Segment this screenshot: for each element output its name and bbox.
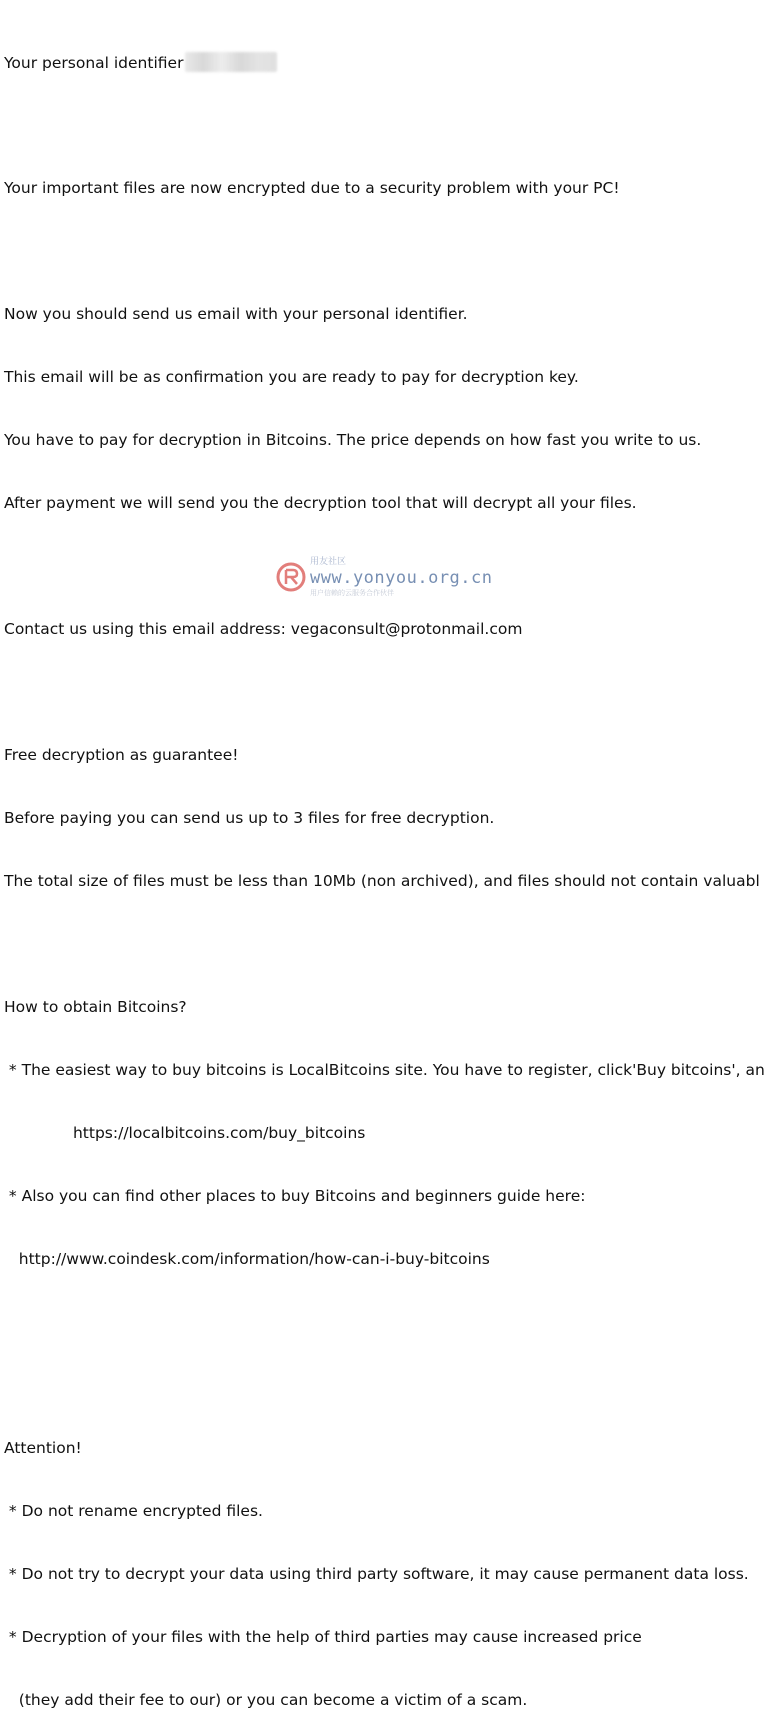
attention-item: * Do not rename encrypted files. xyxy=(4,1502,263,1520)
contact-line: Contact us using this email address: vegaconsult@protonmail.com xyxy=(4,620,523,638)
bitcoin-heading: How to obtain Bitcoins? xyxy=(4,998,187,1016)
attention-item: * Decryption of your files with the help of third parties may cause increased price xyxy=(4,1628,642,1646)
redacted-identifier xyxy=(185,52,277,72)
instruction-line: After payment we will send you the decryption tool that will decrypt all your files. xyxy=(4,494,637,512)
free-decryption-line: The total size of files must be less than 10Mb (non archived), and files should not contain valuabl xyxy=(4,872,760,890)
attention-heading: Attention! xyxy=(4,1439,82,1457)
yonyou-logo-icon xyxy=(276,562,306,592)
bitcoin-line: * Also you can find other places to buy Bitcoins and beginners guide here: xyxy=(4,1187,586,1205)
attention-item: (they add their fee to our) or you can become a victim of a scam. xyxy=(4,1691,528,1709)
ransom-note-text xyxy=(4,10,765,1732)
identifier-line xyxy=(4,52,759,73)
free-decryption-line: Before paying you can send us up to 3 files for free decryption. xyxy=(4,809,495,827)
watermark-subtext: 用户信赖的云服务合作伙伴 xyxy=(310,589,394,597)
instruction-line: Now you should send us email with your personal identifier. xyxy=(4,305,468,323)
bitcoin-url: https://localbitcoins.com/buy_bitcoins xyxy=(4,1124,366,1142)
encrypted-notice: Your important files are now encrypted due to a security problem with your PC! xyxy=(4,179,620,197)
identifier-label: Your personal identifier xyxy=(4,54,184,72)
instruction-line: This email will be as confirmation you are ready to pay for decryption key. xyxy=(4,368,579,386)
bitcoin-url: http://www.coindesk.com/information/how-can-i-buy-bitcoins xyxy=(4,1250,490,1268)
instruction-line: You have to pay for decryption in Bitcoins. The price depends on how fast you write to us. xyxy=(4,431,702,449)
watermark-url: www.yonyou.org.cn xyxy=(310,568,493,588)
watermark xyxy=(276,550,506,598)
watermark-top-text: 用友社区 xyxy=(310,557,347,567)
attention-item: * Do not try to decrypt your data using third party software, it may cause permanent data loss. xyxy=(4,1565,749,1583)
free-decryption-heading: Free decryption as guarantee! xyxy=(4,746,239,764)
bitcoin-line: * The easiest way to buy bitcoins is LocalBitcoins site. You have to register, click'Buy bitcoins', an xyxy=(4,1061,765,1079)
